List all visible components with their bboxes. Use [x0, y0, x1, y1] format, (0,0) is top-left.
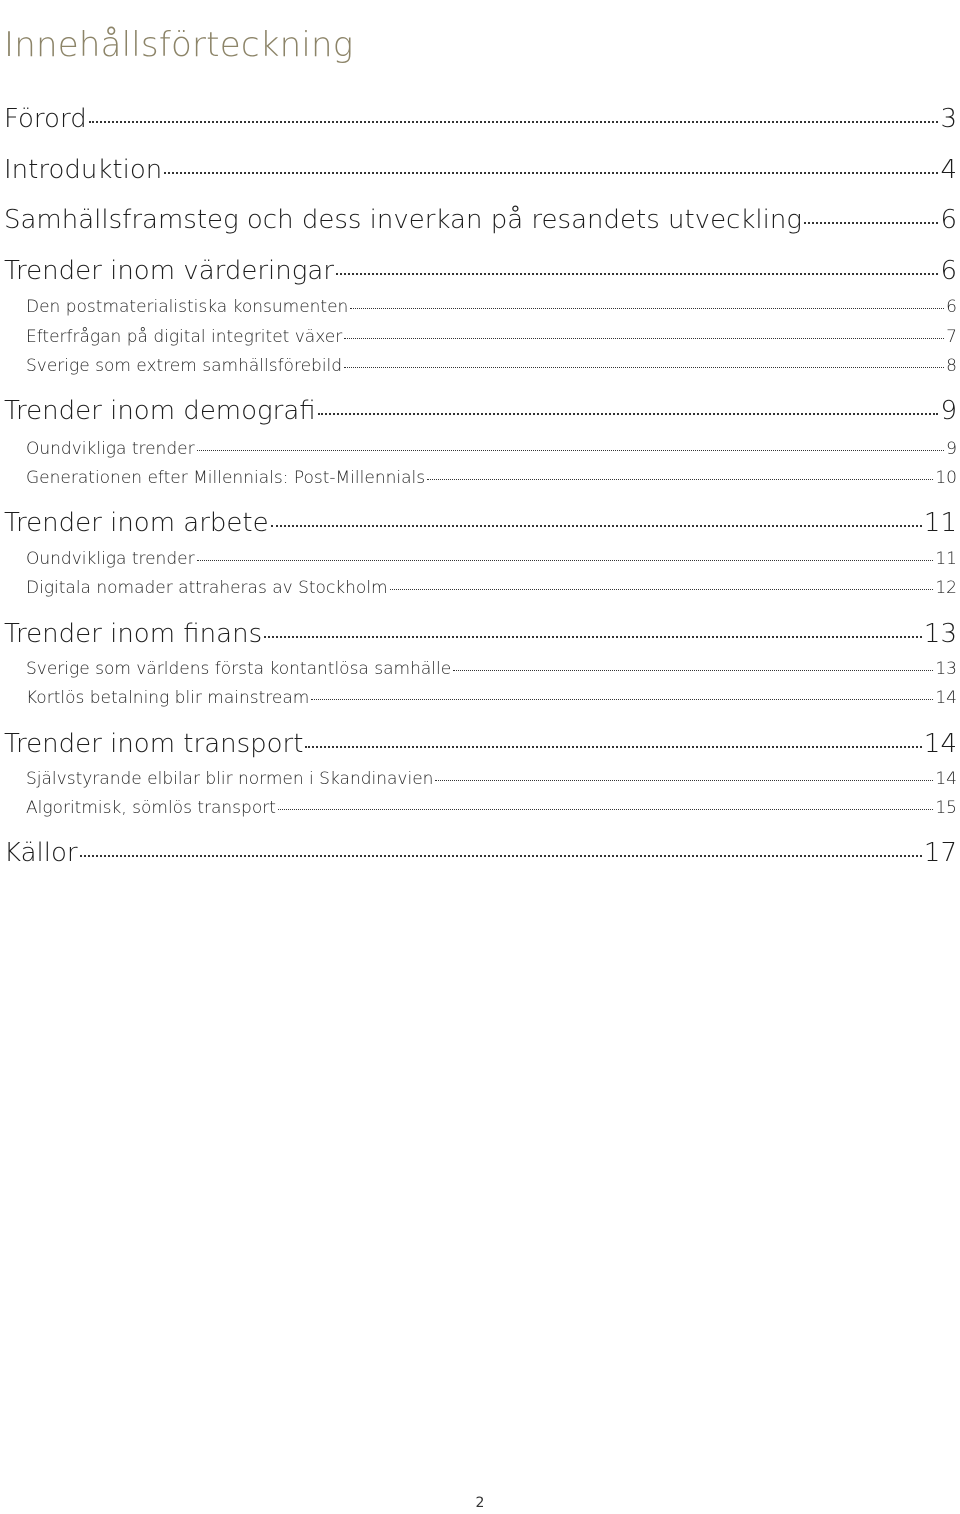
toc-entry[interactable] — [26, 659, 957, 681]
toc-entry-label: Sverige som extrem samhällsförebild — [26, 356, 343, 376]
toc-entry-page: 15 — [935, 798, 957, 818]
toc-entry[interactable] — [26, 327, 957, 349]
toc-entry[interactable] — [4, 508, 957, 540]
toc-dot-leader — [197, 450, 945, 451]
toc-dot-leader — [435, 780, 933, 781]
toc-entry-label: Självstyrande elbilar blir normen i Skandinavien — [26, 769, 434, 789]
toc-dot-leader — [804, 222, 939, 224]
toc-entry[interactable] — [4, 256, 957, 288]
toc-entry[interactable] — [4, 155, 957, 187]
toc-entry-label: Algoritmisk, sömlös transport — [26, 798, 276, 818]
toc-entry-label: Digitala nomader attraheras av Stockholm — [26, 578, 388, 598]
toc-entry-label: Källor — [4, 838, 78, 868]
toc-entry-page: 9 — [940, 396, 957, 426]
toc-dot-leader — [336, 273, 938, 275]
page-title: Innehållsförteckning — [4, 24, 354, 65]
toc-entry-label: Trender inom arbete — [4, 508, 269, 538]
toc-entry-page: 11 — [923, 508, 957, 538]
toc-entry-label: Kortlös betalning blir mainstream — [26, 688, 310, 708]
toc-entry-label: Samhällsframsteg och dess inverkan på resandets utveckling — [4, 205, 802, 235]
toc-entry[interactable] — [26, 297, 957, 319]
toc-entry-page: 11 — [935, 549, 957, 569]
toc-entry-page: 3 — [940, 104, 957, 134]
page-number: 2 — [475, 1495, 485, 1511]
toc-entry[interactable] — [26, 578, 957, 600]
toc-dot-leader — [164, 172, 938, 174]
toc-entry[interactable] — [26, 688, 957, 710]
toc-entry-label: Trender inom demografi — [4, 396, 316, 426]
toc-entry-page: 10 — [935, 468, 957, 488]
toc-entry[interactable] — [26, 549, 957, 571]
toc-dot-leader — [427, 479, 933, 480]
toc-entry[interactable] — [26, 468, 957, 490]
toc-entry-page: 8 — [946, 356, 957, 376]
toc-entry-label: Generationen efter Millennials: Post-Millennials — [26, 468, 426, 488]
toc-entry-page: 9 — [946, 439, 957, 459]
toc-entry-label: Trender inom transport — [4, 729, 304, 759]
toc-entry-page: 14 — [935, 688, 957, 708]
toc-entry-page: 6 — [940, 205, 957, 235]
toc-dot-leader — [350, 308, 944, 309]
toc-entry[interactable] — [4, 205, 957, 237]
toc-entry-label: Förord — [4, 104, 87, 134]
toc-entry[interactable] — [26, 439, 957, 461]
toc-entry-label: Efterfrågan på digital integritet växer — [26, 327, 343, 347]
toc-entry[interactable] — [26, 798, 957, 820]
toc-dot-leader — [197, 560, 934, 561]
toc-dot-leader — [311, 699, 933, 700]
toc-entry-page: 6 — [946, 297, 957, 317]
toc-entry[interactable] — [4, 729, 957, 761]
toc-dot-leader — [89, 121, 939, 123]
toc-entry-label: Introduktion — [4, 155, 163, 185]
toc-entry-label: Oundvikliga trender — [26, 549, 195, 569]
toc-entry-page: 14 — [923, 729, 957, 759]
toc-dot-leader — [271, 525, 922, 527]
toc-entry-page: 7 — [946, 327, 957, 347]
toc-entry-page: 14 — [935, 769, 957, 789]
toc-dot-leader — [278, 809, 933, 810]
toc-dot-leader — [390, 589, 934, 590]
toc-entry-page: 12 — [935, 578, 957, 598]
toc-dot-leader — [318, 413, 939, 415]
toc-entry[interactable] — [26, 356, 957, 378]
toc-entry-label: Oundvikliga trender — [26, 439, 195, 459]
toc-entry[interactable] — [4, 838, 957, 870]
toc-entry-page: 17 — [923, 838, 957, 868]
toc-dot-leader — [305, 746, 921, 748]
toc-entry[interactable] — [4, 619, 957, 651]
toc-entry-label: Den postmaterialistiska konsumenten — [26, 297, 349, 317]
toc-dot-leader — [264, 636, 922, 638]
toc-entry-label: Trender inom finans — [4, 619, 263, 649]
toc-entry-label: Sverige som världens första kontantlösa samhälle — [26, 659, 452, 679]
toc-entry-label: Trender inom värderingar — [4, 256, 334, 286]
toc-entry[interactable] — [26, 769, 957, 791]
toc-entry-page: 4 — [940, 155, 957, 185]
toc-dot-leader — [344, 367, 944, 368]
toc-entry-page: 6 — [940, 256, 957, 286]
toc-dot-leader — [344, 338, 944, 339]
toc-dot-leader — [453, 670, 933, 671]
toc-entry[interactable] — [4, 104, 957, 136]
toc-dot-leader — [80, 855, 922, 857]
toc-entry[interactable] — [4, 396, 957, 428]
toc-entry-page: 13 — [923, 619, 957, 649]
toc-entry-page: 13 — [935, 659, 957, 679]
